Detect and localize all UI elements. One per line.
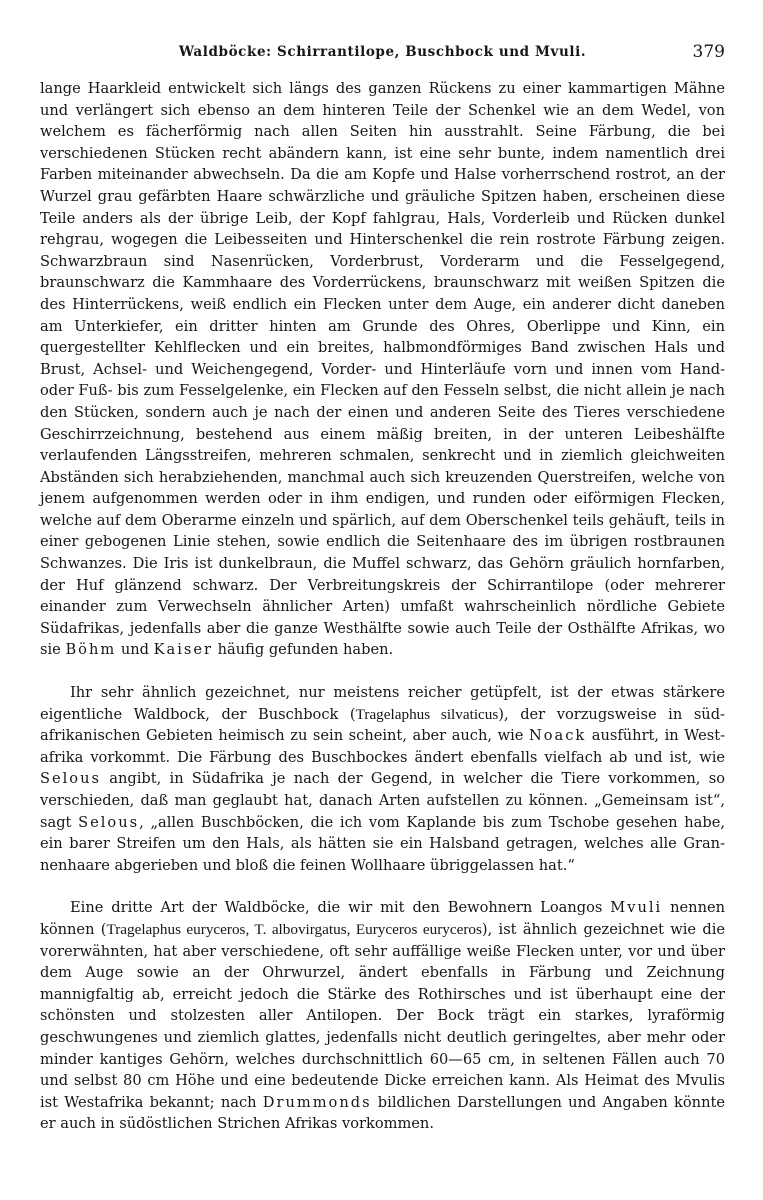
author-name: Böhm	[65, 641, 117, 659]
latin-species-name: Tragelaphus silvaticus	[355, 705, 499, 723]
text-run: ausführt, in Westafrika vorkommt. Die Färbung des Buschbockes ändert ebenfalls vielfach ab und ist, wie	[40, 727, 725, 766]
text-run: angibt, in Südafrika je nach der Gegend, in welcher die Tiere vorkommen, so verschieden, daß man geglaubt hat, danach Arten aufstellen zu können. „Gemeinsam ist“, sagt	[40, 770, 725, 831]
author-name: Selous	[78, 813, 140, 831]
text-run: nennen können (	[40, 899, 725, 938]
latin-species-name: Tragelaphus euryceros, T. albovirgatus, Euryceros euryceros	[106, 920, 482, 938]
local-name: Mvuli	[610, 899, 663, 917]
text-run: häufig gefunden haben.	[212, 641, 394, 659]
author-name: Selous	[40, 770, 101, 788]
author-name: Drummonds	[262, 1093, 372, 1111]
body-text	[40, 78, 725, 1135]
text-run: bildlichen Darstellungen und Angaben könnte er auch in südöstlichen Strichen Afrikas vorkommen.	[40, 1093, 725, 1133]
page-number: 379	[692, 42, 725, 62]
paragraph-buschbock	[40, 682, 725, 876]
text-run: Ihr sehr ähnlich gezeichnet, nur meistens reicher getüpfelt, ist der etwas stärkere eigentliche Waldbock, der Buschbock (	[40, 684, 725, 723]
running-title: Waldböcke: Schirrantilope, Buschbock und Mvuli.	[178, 44, 587, 60]
paragraph-schirrantilope-description	[40, 78, 725, 661]
text-run: ), ist ähnlich gezeichnet wie die vorerwähnten, hat aber verschiedene, oft sehr auffällige weiße Flecken unter, vor und über dem Auge sowie an der Ohrwurzel, ändert ebenfalls in Färbung und Zeichnung mannigfaltig ab, erreicht jedoch die Stärke des Rothirsches und ist überhaupt eine der schönsten und stolzesten aller Antilopen. Der Bock trägt ein starkes, lyraförmig geschwungenes und ziemlich glattes, jedenfalls nicht deutlich geringeltes, aber mehr oder minder kantiges Gehörn, welches durchschnittlich 60—65 cm, in seltenen Fällen auch 70 und selbst 80 cm Höhe und eine bedeutende Dicke erreichen kann. Als Heimat des Mvulis ist Westafrika bekannt; nach	[40, 920, 725, 1111]
page-header	[40, 44, 725, 70]
text-run: ), der vorzugsweise in südafrikanischen Gebieten heimisch zu sein scheint, aber auch, wie	[40, 705, 725, 745]
text-run: und	[116, 641, 154, 659]
author-name: Noack	[528, 727, 587, 745]
text-run: , „allen Buschböcken, die ich vom Kaplande bis zum Tschobe gesehen habe, ein barer Streifen um den Hals, als hätten sie ein Halsband getragen, welches alle Grannenhaare abgerieben und bloß die feinen Wollhaare übriggelassen hat.“	[40, 813, 725, 874]
text-run: Eine dritte Art der Waldböcke, die wir mit den Bewohnern Loangos	[70, 899, 611, 917]
paragraph-mvuli	[40, 897, 725, 1135]
author-name: Kaiser	[153, 641, 213, 659]
text-run: lange Haarkleid entwickelt sich längs des ganzen Rückens zu einer kammartigen Mähne und verlängert sich ebenso an dem hinteren Teile der Schenkel wie an dem Wedel, von welchem es fächerförmig nach allen Seiten hin ausstrahlt. Seine Färbung, die bei verschiedenen Stücken recht abändern kann, ist eine sehr bunte, indem namentlich drei Farben miteinander abwechseln. Da die am Kopfe und Halse vorherrschend rostrot, an der Wurzel grau gefärbten Haare schwärzliche und gräuliche Spitzen haben, erscheinen diese Teile anders als der übrige Leib, der Kopf fahlgrau, Hals, Vorderleib und Rücken dunkel rehgrau, wogegen die Leibesseiten und Hinterschenkel die rein rostrote Färbung zeigen. Schwarzbraun sind Nasenrücken, Vorderbrust, Vorderarm und die Fesselgegend, braunschwarz die Kammhaare des Vorderrückens, braunschwarz mit weißen Spitzen die des Hinterrückens, weiß endlich ein Flecken unter dem Auge, ein anderer dicht daneben am Unterkiefer, ein dritter hinten am Grunde des Ohres, Oberlippe und Kinn, ein quergestellter Kehlflecken und ein breites, halbmondförmiges Band zwischen Hals und Brust, Achsel- und Weichengegend, Vorder- und Hinterläufe vorn und innen vom Hand- oder Fuß- bis zum Fesselgelenke, ein Flecken auf den Fesseln selbst, die nicht allein je nach den Stücken, sondern auch je nach der einen und anderen Seite des Tieres verschiedene Geschirrzeichnung, bestehend aus einem mäßig breiten, in der unteren Leibeshälfte verlaufenden Längsstreifen, mehreren schmalen, senkrecht und in ziemlich gleichweiten Abständen sich herabziehenden, manchmal auch sich kreuzenden Querstreifen, welche von jenem aufgenommen werden oder in ihm endigen, und runden oder eiförmigen Flecken, welche auf dem Oberarme einzeln und spärlich, auf dem Oberschenkel teils gehäuft, teils in einer gebogenen Linie stehen, sowie endlich die Seitenhaare des im übrigen rostbraunen Schwanzes. Die Iris ist dunkelbraun, die Muffel schwarz, das Gehörn gräulich hornfarben, der Huf glänzend schwarz. Der Verbreitungskreis der Schirrantilope (oder mehrerer einander zum Verwechseln ähnlicher Arten) umfaßt wahrscheinlich nördliche Gebiete Südafrikas, jedenfalls aber die ganze Westhälfte sowie auch Teile der Osthälfte Afrikas, wo sie	[40, 80, 725, 659]
